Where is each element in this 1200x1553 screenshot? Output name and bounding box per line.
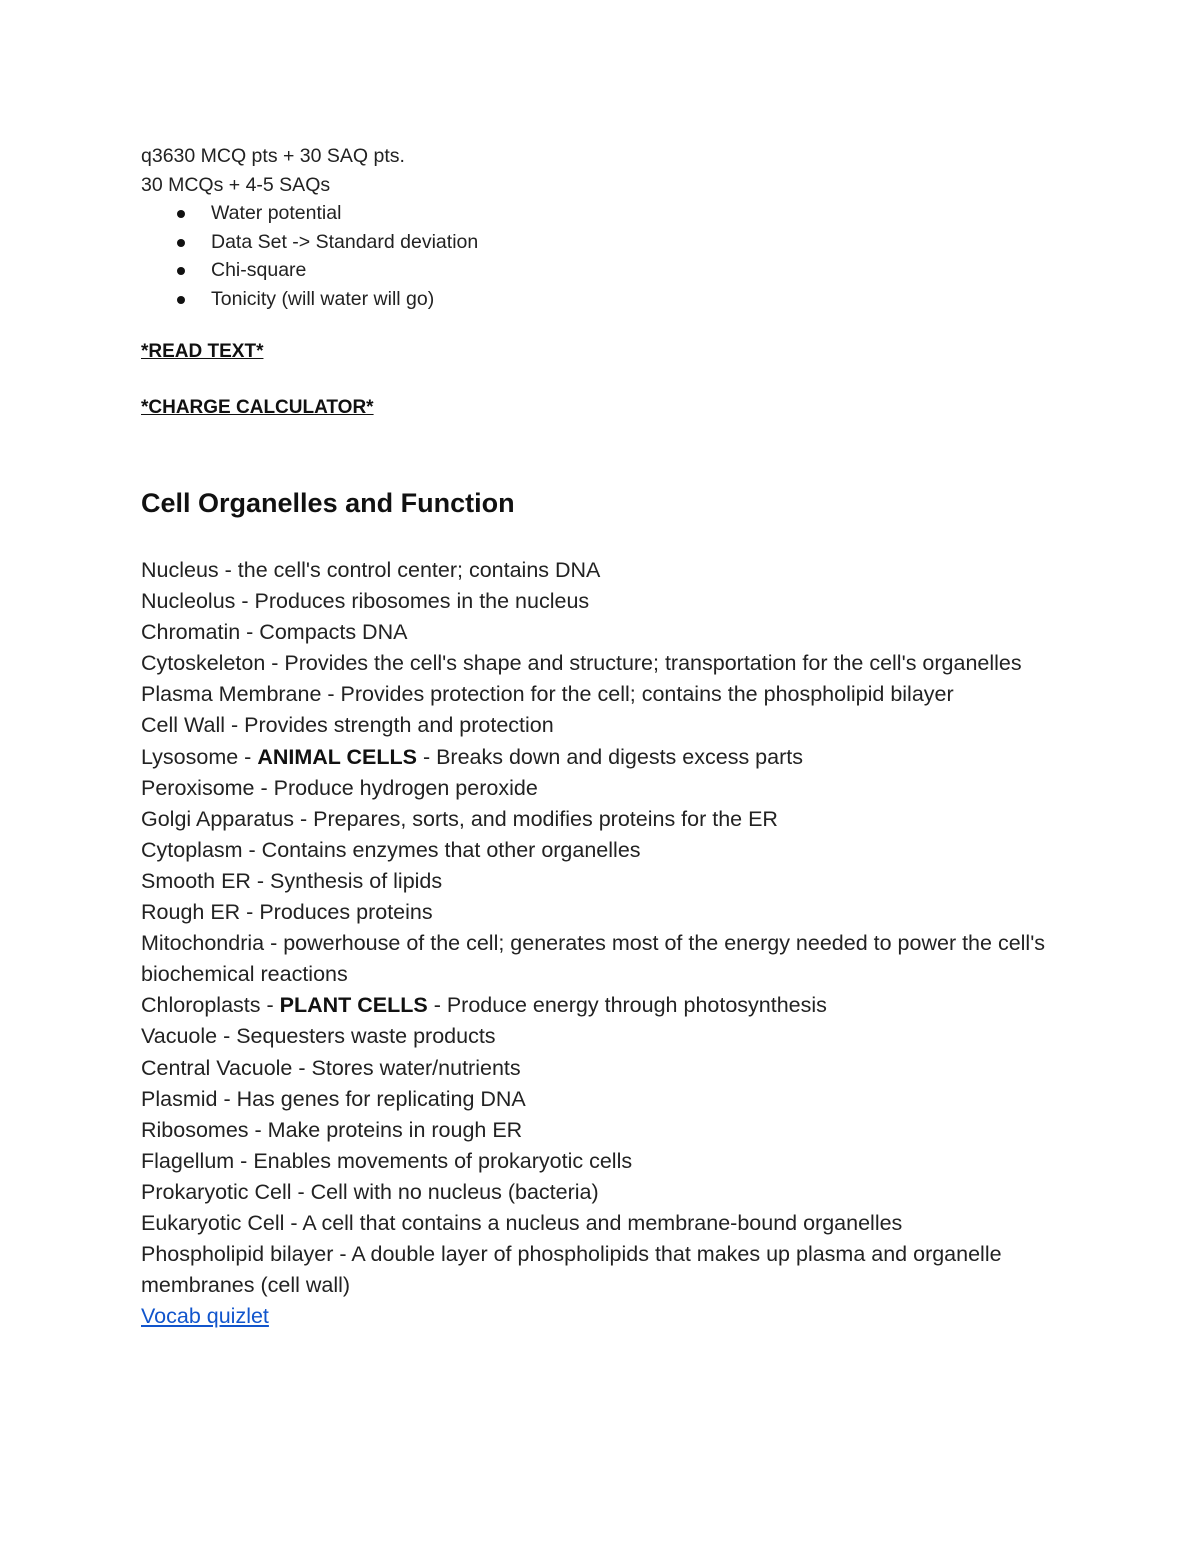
read-text-note: *READ TEXT* — [141, 341, 264, 362]
list-item: Flagellum - Enables movements of prokaryotic cells — [141, 1148, 633, 1173]
list-item — [141, 1301, 1081, 1332]
list-item: Ribosomes - Make proteins in rough ER — [141, 1117, 523, 1142]
list-item: Prokaryotic Cell - Cell with no nucleus (bacteria) — [141, 1179, 599, 1204]
list-item: Plasma Membrane - Provides protection for the cell; contains the phospholipid bilayer — [141, 682, 954, 707]
cell-type-tag: ANIMAL CELLS — [257, 744, 417, 769]
bullet-icon — [177, 267, 185, 275]
list-item: Smooth ER - Synthesis of lipids — [141, 868, 443, 893]
list-item: Phospholipid bilayer - A double layer of phospholipids that makes up plasma and organelle membranes (cell wall) — [141, 1242, 1002, 1298]
list-item: Chloroplasts - PLANT CELLS - Produce energy through photosynthesis — [141, 993, 827, 1018]
organelle-list — [141, 555, 1081, 1332]
list-item: Tonicity (will water will go) — [177, 285, 478, 314]
list-item: Central Vacuole - Stores water/nutrients — [141, 1055, 521, 1080]
list-item: Cell Wall - Provides strength and protection — [141, 713, 554, 738]
list-item: Golgi Apparatus - Prepares, sorts, and modifies proteins for the ER — [141, 806, 778, 831]
list-item: Eukaryotic Cell - A cell that contains a nucleus and membrane-bound organelles — [141, 1210, 903, 1235]
list-item: Lysosome - ANIMAL CELLS - Breaks down and digests excess parts — [141, 744, 803, 769]
bullet-icon — [177, 210, 185, 218]
list-item: Vacuole - Sequesters waste products — [141, 1024, 496, 1049]
list-item: Rough ER - Produces proteins — [141, 900, 433, 925]
list-item: Chromatin - Compacts DNA — [141, 620, 408, 645]
points-line: q3630 MCQ pts + 30 SAQ pts. — [141, 145, 405, 167]
list-item: Data Set -> Standard deviation — [177, 228, 478, 257]
bullet-icon — [177, 296, 185, 304]
vocab-quizlet-link[interactable]: Vocab quizlet — [141, 1304, 269, 1329]
topic-list — [141, 199, 478, 313]
cell-type-tag: PLANT CELLS — [279, 993, 428, 1018]
list-item: Chi-square — [177, 256, 478, 285]
section-title: Cell Organelles and Function — [141, 488, 515, 518]
list-item: Cytoplasm - Contains enzymes that other organelles — [141, 837, 641, 862]
list-item: Plasmid - Has genes for replicating DNA — [141, 1086, 526, 1111]
list-item: Water potential — [177, 199, 478, 228]
list-item: Cytoskeleton - Provides the cell's shape and structure; transportation for the cell's organelles — [141, 651, 1022, 676]
exam-summary — [141, 142, 478, 313]
question-count-line: 30 MCQs + 4-5 SAQs — [141, 173, 331, 196]
list-item: Peroxisome - Produce hydrogen peroxide — [141, 775, 538, 800]
list-item: Nucleus - the cell's control center; contains DNA — [141, 558, 601, 582]
charge-calculator-note: *CHARGE CALCULATOR* — [141, 397, 374, 418]
bullet-icon — [177, 239, 185, 247]
list-item: Nucleolus - Produces ribosomes in the nucleus — [141, 589, 590, 614]
list-item: Mitochondria - powerhouse of the cell; generates most of the energy needed to power the cell's biochemical reactions — [141, 931, 1046, 987]
